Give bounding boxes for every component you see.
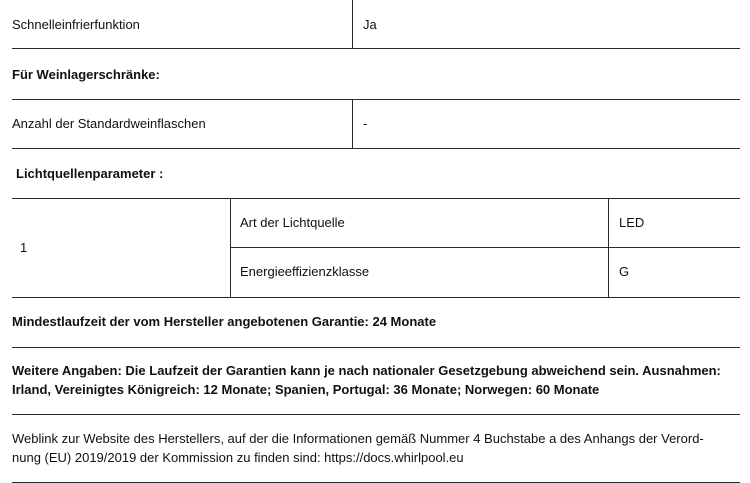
weblink-line2: nung (EU) 2019/2019 der Kommission zu finden sind: https://docs.whirlpool.eu xyxy=(12,450,464,465)
row-border xyxy=(12,148,740,149)
bottles-divider xyxy=(352,99,353,148)
light-source-index: 1 xyxy=(20,240,28,255)
warranty-minimum: Mindestlaufzeit der vom Hersteller angebotenen Garantie: 24 Monate xyxy=(12,314,437,329)
rapid-freeze-value: Ja xyxy=(363,17,377,32)
bottles-value: - xyxy=(363,116,368,131)
light-section-heading: Lichtquellenparameter : xyxy=(16,166,164,181)
wine-section-heading: Für Weinlagerschränke: xyxy=(12,67,160,82)
rapid-freeze-label: Schnelleinfrierfunktion xyxy=(12,17,140,32)
light-source-type-value: LED xyxy=(619,215,645,230)
rapid-freeze-divider xyxy=(352,0,353,48)
light-table-mid-border xyxy=(231,247,740,248)
light-table-top-border xyxy=(12,198,740,199)
section-border xyxy=(12,414,740,415)
energy-class-value: G xyxy=(619,264,630,279)
section-border xyxy=(12,347,740,348)
row-border xyxy=(12,99,740,100)
warranty-further-line1: Weitere Angaben: Die Laufzeit der Garantien kann je nach nationaler Gesetzgebung abweichend sein. Ausnahmen: xyxy=(12,363,721,378)
energy-class-label: Energieeffizienzklasse xyxy=(240,264,370,279)
light-table-bottom-border xyxy=(12,297,740,298)
light-source-type-label: Art der Lichtquelle xyxy=(240,215,345,230)
weblink-line1: Weblink zur Website des Herstellers, auf der die Informationen gemäß Nummer 4 Buchstabe a des Anhangs der Verord- xyxy=(12,431,704,446)
bottles-label: Anzahl der Standardweinflaschen xyxy=(12,116,206,131)
row-border xyxy=(12,48,740,49)
warranty-further-line2: Irland, Vereinigtes Königreich: 12 Monate; Spanien, Portugal: 36 Monate; Norwegen: 60 Monate xyxy=(12,382,600,397)
